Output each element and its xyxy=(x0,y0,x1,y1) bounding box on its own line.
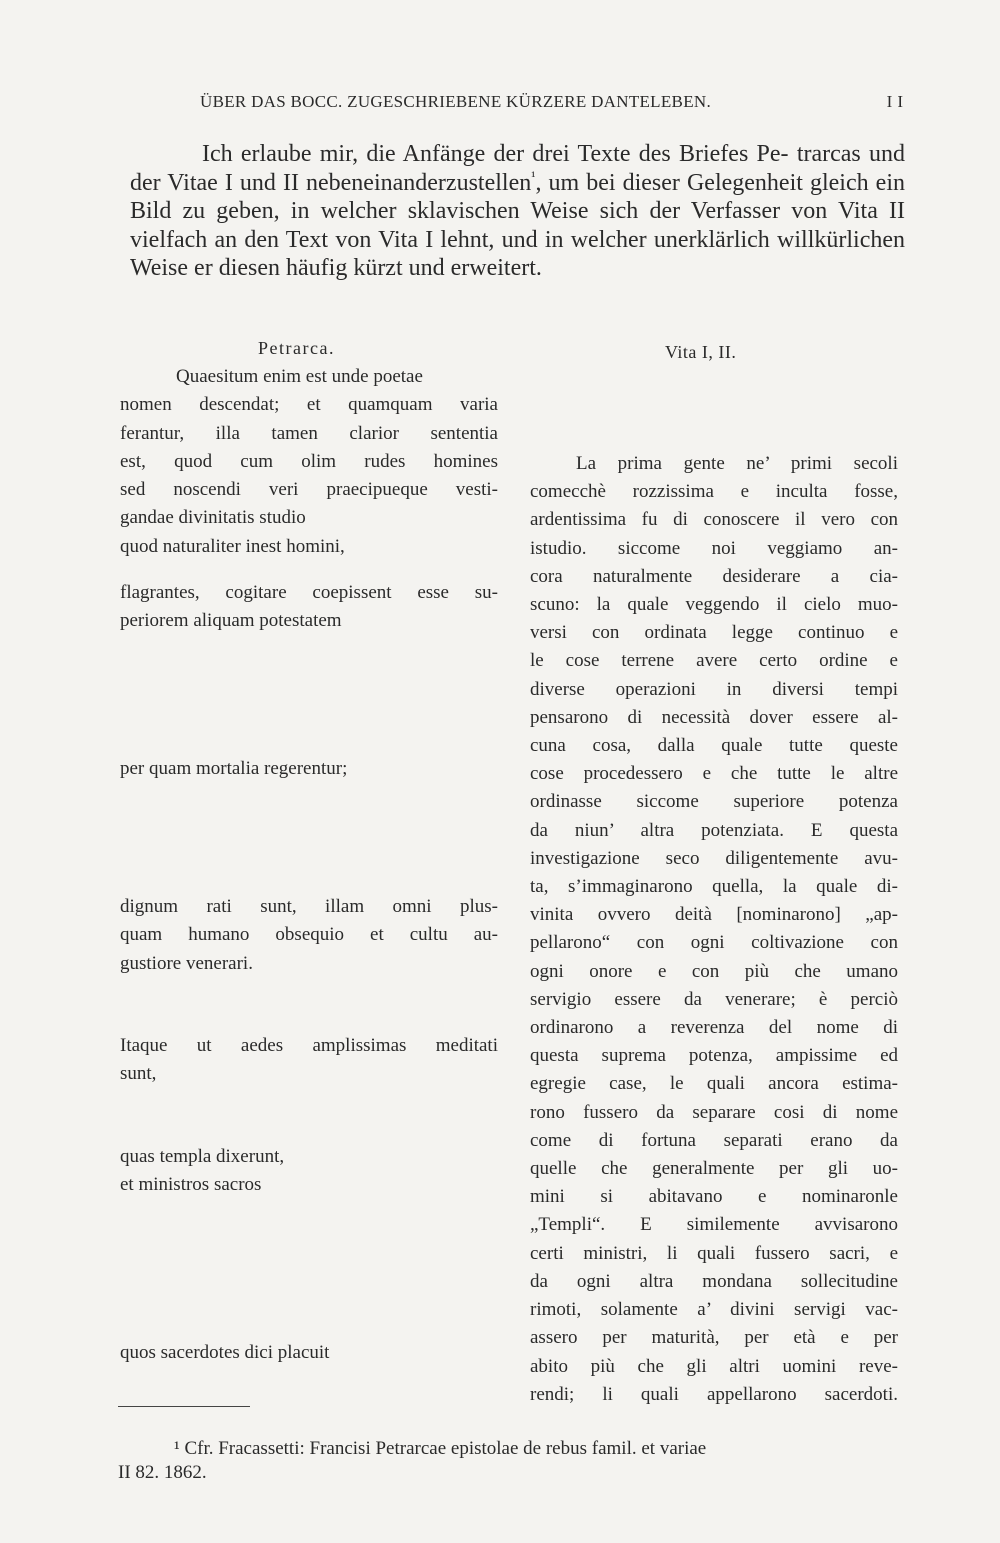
petrarca-block-1 xyxy=(120,363,498,636)
text-line: quod naturaliter inest homini, xyxy=(120,535,345,557)
petrarca-block-3 xyxy=(120,893,498,978)
page-number: II xyxy=(886,92,908,111)
running-header xyxy=(200,92,908,112)
text-line: ferantur, illa tamen clarior sententia xyxy=(120,422,498,444)
text-line: ogni onore e con più che umano xyxy=(530,960,898,982)
text-line: vinita ovvero deità [nominarono] „ap- xyxy=(530,904,898,926)
intro-text xyxy=(130,140,905,283)
text-line: Quaesitum enim est unde poetae xyxy=(176,366,423,387)
text-line: egregie case, le quali ancora estima- xyxy=(530,1073,898,1095)
text-line: „Templi“. E similemente avvisarono xyxy=(530,1214,898,1236)
intro-line: Vita I lehnt, und in welcher unerklärlich willkürlichen Weise er xyxy=(130,226,905,281)
petrarca-block-5 xyxy=(120,1143,498,1200)
vita-column-text xyxy=(530,450,898,1409)
footnote-line-2: II 82. 1862. xyxy=(118,1462,207,1483)
petrarca-block-6 xyxy=(120,1339,498,1367)
text-line: pellarono“ con ogni coltivazione con xyxy=(530,932,898,954)
footnote-marker: ¹ xyxy=(174,1438,180,1459)
footnote-divider xyxy=(118,1406,250,1407)
text-line: flagrantes, cogitare coepissent esse su- xyxy=(120,582,498,604)
text-line: investigazione seco diligentemente avu- xyxy=(530,847,898,869)
footnote-line-1 xyxy=(118,1437,898,1461)
text-line: gustiore venerari. xyxy=(120,952,253,974)
intro-line: trarcas und der Vitae I und II nebeneinanderzustellen xyxy=(130,141,906,196)
text-line: scuno: la quale veggendo il cielo muo- xyxy=(530,594,898,616)
text-line: comecchè rozzissima e inculta fosse, xyxy=(530,481,898,503)
text-line: cose procedessero e che tutte le altre xyxy=(530,763,898,785)
left-column-title: Petrarca. xyxy=(258,338,335,358)
text-line: ordinarono a reverenza del nome di xyxy=(530,1017,898,1039)
text-line: servigio essere da venerare; è perciò xyxy=(530,988,898,1010)
text-line: certi ministri, li quali fussero sacri, e xyxy=(530,1242,898,1264)
intro-line: Weise sich der Verfasser von Vita II vielfach an den Text von xyxy=(130,198,905,253)
text-line: le cose terrene avere certo ordine e xyxy=(530,650,898,672)
text-line: est, quod cum olim rudes homines xyxy=(120,450,498,472)
intro-paragraph xyxy=(130,140,905,283)
text-line: sunt, xyxy=(120,1063,157,1085)
text-line: abito più che gli altri uomini reve- xyxy=(530,1355,898,1377)
intro-line: Ich erlaube mir, die Anfänge der drei Texte des Briefes Pe- xyxy=(202,141,789,167)
footnote-ref: ¹ xyxy=(531,169,536,185)
text-line: mini si abitavano e nominaronle xyxy=(530,1186,898,1208)
text-line: Itaque ut aedes amplissimas meditati xyxy=(120,1035,498,1056)
text-line: assero per maturità, per età e per xyxy=(530,1327,898,1349)
text-line: cuna cosa, dalla quale tutte queste xyxy=(530,735,898,757)
text-line: ardentissima fu di conoscere il vero con xyxy=(530,509,898,531)
text-line: istudio. siccome noi veggiamo an- xyxy=(530,537,898,559)
text-line: periorem aliquam potestatem xyxy=(120,610,342,632)
running-title: ÜBER DAS BOCC. ZUGESCHRIEBENE KÜRZERE DANTELEBEN. xyxy=(200,92,712,111)
footnote xyxy=(118,1437,898,1485)
text-line: versi con ordinata legge continuo e xyxy=(530,622,898,644)
text-line: rendi; li quali appellarono sacerdoti. xyxy=(530,1383,898,1405)
text-line: per quam mortalia regerentur; xyxy=(120,758,348,779)
text-line: cora naturalmente desiderare a cia- xyxy=(530,565,898,587)
text-line: questa suprema potenza, ampissime ed xyxy=(530,1045,898,1067)
text-line: quos sacerdotes dici placuit xyxy=(120,1342,330,1363)
petrarca-block-4 xyxy=(120,1032,498,1089)
petrarca-block-2 xyxy=(120,755,498,783)
text-line: rimoti, solamente a’ divini servigi vac- xyxy=(530,1299,898,1321)
text-line: ordinasse siccome superiore potenza xyxy=(530,791,898,813)
text-line: rono fussero da separare cosi di nome xyxy=(530,1101,898,1123)
text-line: dignum rati sunt, illam omni plus- xyxy=(120,896,498,917)
text-line: et ministros sacros xyxy=(120,1174,262,1196)
text-line: ta, s’immaginarono quella, la quale di- xyxy=(530,876,898,898)
right-column-title: Vita I, II. xyxy=(665,342,737,362)
intro-line: dieser Gelegenheit gleich ein Bild zu geben, in welcher sklavischen xyxy=(130,169,905,224)
text-line: pensarono di necessità dover essere al- xyxy=(530,706,898,728)
text-line: quas templa dixerunt, xyxy=(120,1146,285,1167)
text-line: quelle che generalmente per gli uo- xyxy=(530,1158,898,1180)
text-line: sed noscendi veri praecipueque vesti- xyxy=(120,479,498,501)
intro-line: diesen häufig kürzt und erweitert. xyxy=(218,255,542,281)
text-line: La prima gente ne’ primi secoli xyxy=(576,453,898,474)
text-line: diverse operazioni in diversi tempi xyxy=(530,678,898,700)
footnote-text: Cfr. Fracassetti: Francisi Petrarcae epistolae de rebus famil. et variae xyxy=(184,1438,707,1459)
text-line: nomen descendat; et quamquam varia xyxy=(120,394,498,416)
text-line: da ogni altra mondana sollecitudine xyxy=(530,1270,898,1292)
text-line: come di fortuna separati erano da xyxy=(530,1129,898,1151)
intro-line: , um bei xyxy=(535,169,616,196)
text-line: da niun’ altra potenziata. E questa xyxy=(530,819,898,841)
text-line: gandae divinitatis studio xyxy=(120,507,306,529)
text-line: quam humano obsequio et cultu au- xyxy=(120,924,498,946)
